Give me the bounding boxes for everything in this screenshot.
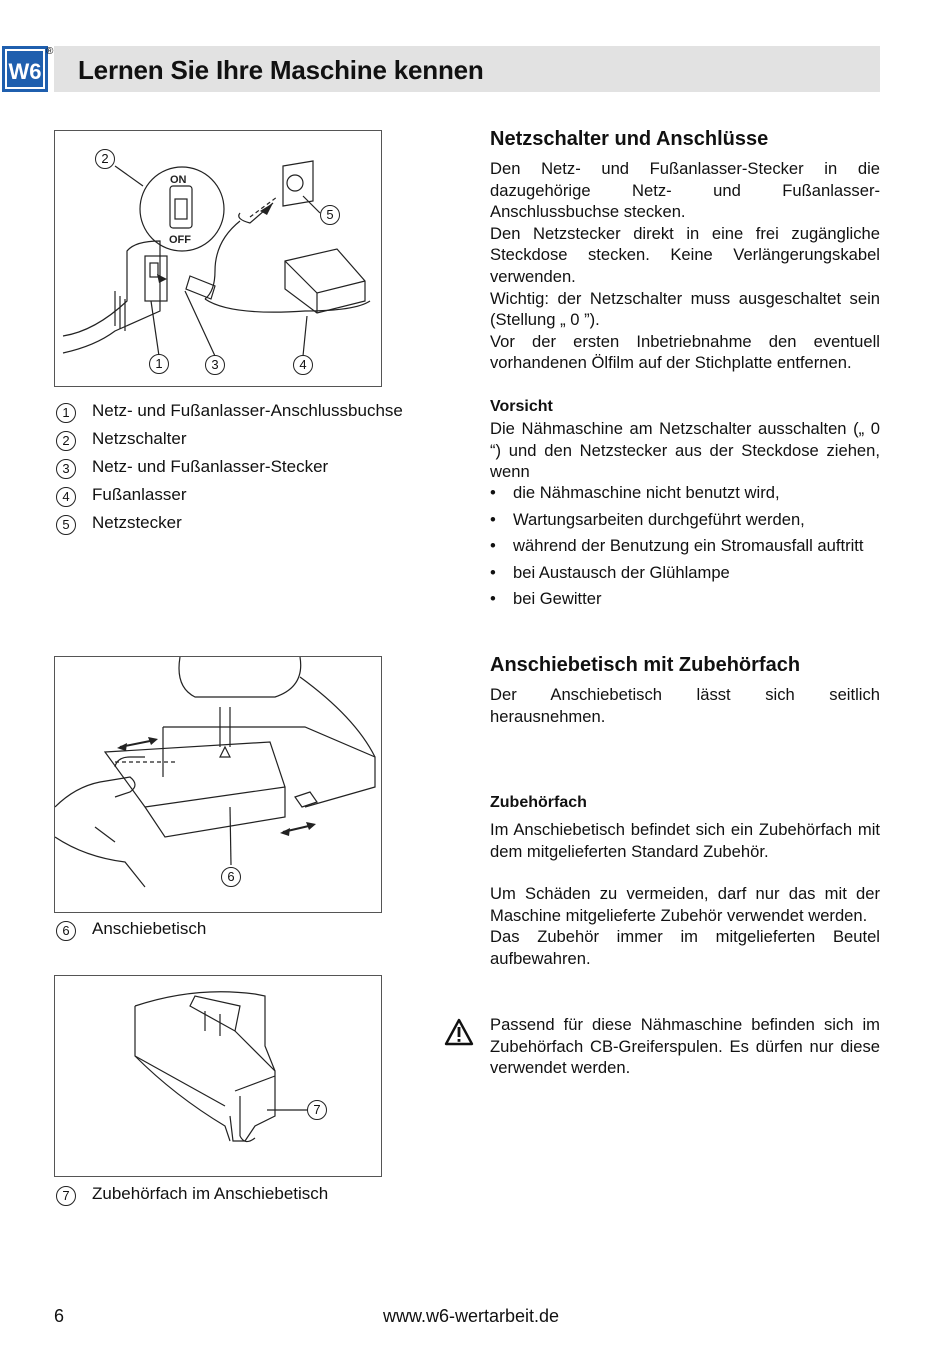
legend-label: Fußanlasser xyxy=(92,485,187,504)
paragraph: Vor der ersten Inbetriebnahme den eventuell vorhandenen Ölfilm auf der Stichplatte entfernen. xyxy=(490,331,880,373)
legend-number: 3 xyxy=(56,459,76,479)
legend-label: Netzstecker xyxy=(92,513,182,532)
callout-4: 4 xyxy=(293,355,313,375)
switch-off-label: OFF xyxy=(169,234,191,246)
paragraph: Den Netz- und Fußanlasser-Stecker in die dazugehörige Netz- und Fußanlasser-Anschlussbuchse stecken. xyxy=(490,159,880,222)
section-title-power: Netzschalter und Anschlüsse xyxy=(490,128,769,150)
caution-title: Vorsicht xyxy=(490,398,553,415)
legend-number: 6 xyxy=(56,921,76,941)
w6-logo xyxy=(2,46,48,92)
callout-7: 7 xyxy=(307,1100,327,1120)
section-power-body xyxy=(490,158,880,374)
registered-mark: ® xyxy=(46,46,54,57)
legend-label: Zubehörfach im Anschiebetisch xyxy=(92,1184,329,1203)
figure-power-switch xyxy=(54,130,382,387)
figure-accessory-compartment xyxy=(54,975,382,1177)
legend-label: Netzschalter xyxy=(92,429,187,448)
callout-3: 3 xyxy=(205,355,225,375)
paragraph: Im Anschiebetisch befindet sich ein Zubehörfach mit dem mitgelieferten Standard Zubehör. xyxy=(490,820,880,861)
legend-label: Netz- und Fußanlasser-Anschlussbuchse xyxy=(92,401,403,420)
accessory-compartment-illustration xyxy=(55,976,381,1176)
paragraph: Wichtig: der Netzschalter muss ausgeschaltet sein (Stellung „ 0 ”). xyxy=(490,288,880,330)
paragraph: Der Anschiebetisch lässt sich seitlich herausnehmen. xyxy=(490,685,880,726)
logo-text: W6 xyxy=(8,59,42,84)
page-title: Lernen Sie Ihre Maschine kennen xyxy=(78,55,484,85)
callout-1: 1 xyxy=(149,354,169,374)
legend-label: Netz- und Fußanlasser-Stecker xyxy=(92,457,329,476)
warning-triangle-icon xyxy=(444,1018,474,1046)
list-item: • Wartungsarbeiten durchgeführt werden, xyxy=(490,510,885,537)
list-item: • bei Gewitter xyxy=(490,589,885,616)
footer-url: www.w6-wertarbeit.de xyxy=(383,1306,560,1326)
list-item: • während der Benutzung ein Stromausfall auftritt xyxy=(490,536,885,563)
switch-on-label: ON xyxy=(170,174,187,186)
figure-extension-table xyxy=(54,656,382,913)
section-title-extension: Anschiebetisch mit Zubehörfach xyxy=(490,654,801,676)
caution-list xyxy=(490,483,885,616)
list-item: • die Nähmaschine nicht benutzt wird, xyxy=(490,483,885,510)
paragraph: Um Schäden zu vermeiden, darf nur das mit der Maschine mitgelieferte Zubehör verwendet werden. xyxy=(490,884,880,925)
legend-number: 2 xyxy=(56,431,76,451)
paragraph: Den Netzstecker direkt in eine frei zugängliche Steckdose stecken. Keine Verlängerungskabel verwenden. xyxy=(490,223,880,286)
legend-number: 7 xyxy=(56,1186,76,1206)
power-switch-illustration xyxy=(55,131,381,386)
accessory-title: Zubehörfach xyxy=(490,794,587,811)
legend-number: 5 xyxy=(56,515,76,535)
legend-number: 1 xyxy=(56,403,76,423)
paragraph: Das Zubehör immer im mitgelieferten Beutel aufbewahren. xyxy=(490,927,880,968)
caution-text: Die Nähmaschine am Netzschalter ausschalten („ 0 “) und den Netzstecker aus der Steckdose ziehen, wenn xyxy=(490,419,880,482)
callout-6: 6 xyxy=(221,867,241,887)
callout-2: 2 xyxy=(95,149,115,169)
accessory-body xyxy=(490,819,880,970)
page-number: 6 xyxy=(54,1306,65,1326)
legend-number: 4 xyxy=(56,487,76,507)
callout-5: 5 xyxy=(320,205,340,225)
list-item: • bei Austausch der Glühlampe xyxy=(490,563,885,590)
extension-table-illustration xyxy=(55,657,381,912)
warning-text: Passend für diese Nähmaschine befinden sich im Zubehörfach CB-Greiferspulen. Es dürfen nur diese verwendet werden. xyxy=(490,1015,880,1078)
legend-label: Anschiebetisch xyxy=(92,919,207,938)
